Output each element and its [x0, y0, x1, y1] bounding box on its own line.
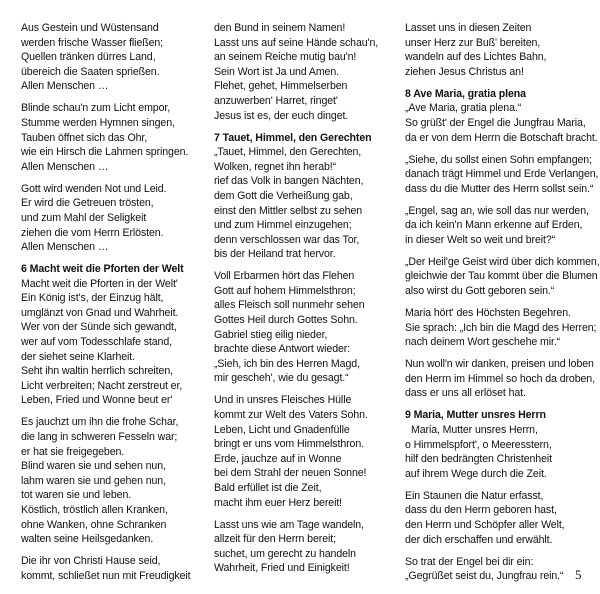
verse-line: hilf den bedrängten Christenheit [405, 453, 552, 466]
verse-line: Wolken, regnet ihn herab!“ [214, 160, 337, 173]
hymn-section [405, 87, 598, 145]
verse-block [21, 182, 211, 255]
verse-line: Allen Menschen … [21, 80, 109, 93]
verse-line: o Himmelspfort', o Meeresstern, [405, 438, 552, 451]
verse-line: nach deinem Wort geschehe mir.“ [405, 336, 561, 349]
verse-line: „Tauet, Himmel, den Gerechten, [214, 146, 362, 159]
verse-line: Wer von der Sünde sich gewandt, [21, 321, 177, 334]
verse-line: bei dem Strahl der neuen Sonne! [214, 467, 367, 480]
verse-line: Sein Wort ist Ja und Amen. [214, 65, 339, 78]
verse-line: bringt er uns vom Himmelsthron. [214, 438, 364, 451]
verse-line: Allen Menschen … [21, 160, 109, 173]
verse-line: Nun woll'n wir danken, preisen und loben [405, 358, 594, 371]
verse-line: anzuwerben' Harret, ringet' [214, 94, 338, 107]
verse-line: Licht verbreiten; Nacht zerstreut er, [21, 379, 183, 392]
hymn-heading: 6 Macht weit die Pforten der Welt [21, 263, 184, 276]
hymn-heading: 8 Ave Maria, gratia plena [405, 87, 526, 100]
verse-line: Jesus ist es, der euch dinget. [214, 109, 349, 122]
verse-block [405, 357, 595, 401]
verse-line: also wirst du Gott geboren sein.“ [405, 285, 555, 298]
verse-line: und zum Himmel einzugehen; [214, 219, 352, 232]
verse-line: wandeln auf des Lichtes Bahn, [405, 51, 547, 64]
text-column-3 [405, 21, 600, 591]
verse-line: „Ave Maria, gratia plena.“ [405, 102, 522, 115]
verse-line: Gott auf hohem Himmelsthron; [214, 284, 356, 297]
verse-line: den Bund in seinem Namen! [214, 22, 346, 34]
verse-line: Flehet, gehet, Himmelserben [214, 80, 348, 93]
verse-line: brachte diese Antwort wieder: [214, 343, 351, 356]
verse-line: alles Fleisch soll nunmehr sehen [214, 299, 365, 312]
verse-line: Erde, jauchze auf in Wonne [214, 452, 342, 465]
verse-line: an seinem Reiche mutig bau'n! [214, 51, 357, 64]
verse-line: suchet, um gerecht zu handeln [214, 547, 356, 560]
verse-block [405, 21, 585, 79]
text-column-1 [21, 21, 211, 591]
hymn-section [214, 131, 399, 262]
verse-line: wie ein Hirsch die Lahmen springen. [21, 146, 189, 159]
verse-line: Und in unsres Fleisches Hülle [214, 394, 352, 407]
verse-block [405, 255, 600, 299]
verse-line: danach trägt Himmel und Erde Verlangen, [405, 168, 599, 181]
verse-line: Lasset uns in diesen Zeiten [405, 22, 532, 34]
verse-line: Leben, Fried und Wonne beut er' [21, 394, 173, 407]
verse-line: lahm waren sie und gehen nun, [21, 474, 166, 487]
verse-block [21, 415, 211, 546]
verse-line: denn verschlossen war das Tor, [214, 233, 360, 246]
verse-block [214, 518, 399, 576]
verse-line: dass du den Herrn geboren hast, [405, 504, 557, 517]
verse-line: tot waren sie und leben. [21, 489, 132, 502]
verse-line: Blinde schau'n zum Licht empor, [21, 102, 171, 115]
verse-line: allzeit für den Herrn bereit; [214, 533, 336, 546]
verse-block [405, 153, 599, 197]
verse-line: Tauben öffnet sich das Ohr, [21, 131, 148, 144]
hymn-section [21, 262, 211, 408]
verse-line: Seht ihn waltin herrlich schreiten, [21, 365, 173, 378]
verse-line: So trat der Engel bei dir ein: [405, 555, 534, 568]
verse-line: Köstlich, tröstlich allen Kranken, [21, 503, 168, 516]
verse-line: mir gescheh', wie du gesagt.“ [214, 372, 349, 385]
verse-line: unser Herz zur Buß' bereiten, [405, 36, 541, 49]
verse-line: Maria, Mutter unsres Herrn, [411, 423, 538, 436]
verse-block [405, 204, 589, 248]
hymn-heading: 7 Tauet, Himmel, den Gerechten [214, 131, 372, 144]
verse-line: Gabriel stieg eilig nieder, [214, 328, 328, 341]
verse-line: Ein König ist's, der Einzug hält, [21, 292, 164, 305]
verse-block [21, 101, 211, 174]
verse-line: „Sieh, ich bin des Herren Magd, [214, 357, 360, 370]
verse-line: da er von dem Herrn die Botschaft bracht. [405, 131, 598, 144]
verse-line: den Herrn und Schöpfer aller Welt, [405, 518, 565, 531]
verse-line: walten seine Heilsgedanken. [21, 533, 154, 546]
verse-line: Allen Menschen … [21, 241, 109, 254]
verse-block [214, 21, 399, 123]
verse-line: So grüßt' der Engel die Jungfrau Maria, [405, 116, 586, 129]
text-column-2 [214, 21, 399, 583]
verse-block [21, 21, 211, 94]
verse-line: dem Gott die Verheißung gab, [214, 189, 353, 202]
verse-line: auf ihrem Wege durch die Zeit. [405, 467, 547, 480]
verse-block [214, 269, 399, 386]
verse-line: Bald erfüllet ist die Zeit, [214, 481, 322, 494]
verse-line: übereich die Saaten sprießen. [21, 65, 160, 78]
verse-line: Aus Gestein und Wüstensand [21, 22, 159, 34]
verse-line: er hat sie freigegeben. [21, 445, 125, 458]
verse-block [405, 489, 585, 547]
verse-line: Sie sprach: „Ich bin die Magd des Herren; [405, 321, 597, 334]
verse-line: ohne Wanken, ohne Schranken [21, 518, 167, 531]
verse-line: der dich erschaffen und erwählt. [405, 533, 553, 546]
verse-line: „Der Heil'ge Geist wird über dich kommen, [405, 255, 600, 268]
verse-line: Gottes Heil durch Gottes Sohn. [214, 314, 358, 327]
hymn-section [405, 408, 585, 481]
verse-line: Ein Staunen die Natur erfasst, [405, 489, 544, 502]
verse-line: Leben, Licht und Gnadenfülle [214, 423, 350, 436]
verse-line: Gott wird wenden Not und Leid. [21, 182, 167, 195]
verse-block [21, 554, 211, 583]
hymn-heading: 9 Maria, Mutter unsres Herrn [405, 409, 546, 422]
verse-line: der siehet seine Klarheit. [21, 350, 135, 363]
verse-line: bis der Heiland trat hervor. [214, 248, 336, 261]
verse-line: Er wird die Getreuen trösten, [21, 197, 154, 210]
verse-line: gleichwie der Tau kommt über die Blumen [405, 270, 598, 283]
verse-line: Wahrheit, Fried und Einigkeit! [214, 562, 350, 575]
verse-line: Lasst uns wie am Tage wandeln, [214, 518, 364, 531]
verse-line: dass er uns all erlöset hat. [405, 387, 526, 400]
verse-line: und zum Mahl der Seligkeit [21, 211, 147, 224]
verse-line: „Siehe, du sollst einen Sohn empfangen; [405, 153, 592, 166]
verse-line: ziehen die vom Herrn Erlösten. [21, 226, 164, 239]
verse-line: einst den Mittler selbst zu sehen [214, 204, 363, 217]
verse-line: kommt, schließet nun mit Freudigkeit [21, 569, 191, 582]
verse-line: dass du die Mutter des Herrn sollst sein.“ [405, 182, 594, 195]
verse-line: Maria hört' des Höchsten Begehren. [405, 307, 571, 320]
verse-line: wer auf vom Todesschlafe stand, [21, 336, 172, 349]
verse-line: Blind waren sie und sehen nun, [21, 460, 166, 473]
verse-line: kommt zur Welt des Vaters Sohn. [214, 409, 368, 422]
verse-block [405, 306, 597, 350]
verse-line: werden frische Wasser fließen; [21, 36, 164, 49]
verse-line: Quellen tränken dürres Land, [21, 51, 156, 64]
verse-line: rief das Volk in bangen Nächten, [214, 175, 364, 188]
verse-line: da ich kein'n Mann erkenne auf Erden, [405, 219, 583, 232]
verse-line: Macht weit die Pforten in der Welt' [21, 277, 178, 290]
verse-line: die lang in schweren Fesseln war; [21, 431, 178, 443]
verse-line: Die ihr von Christi Hause seid, [21, 555, 161, 568]
verse-line: „Engel, sag an, wie soll das nur werden, [405, 204, 589, 217]
verse-line: macht ihm euer Herz bereit! [214, 496, 343, 509]
verse-block [214, 393, 399, 510]
verse-line: Es jauchzt um ihn die frohe Schar, [21, 416, 179, 429]
verse-block [405, 555, 585, 584]
verse-line: den Herrn im Himmel so hoch da droben, [405, 372, 595, 385]
verse-line: Lasst uns auf seine Hände schau'n, [214, 36, 379, 49]
verse-line: „Gegrüßet seist du, Jungfrau rein.“ [405, 570, 564, 583]
verse-line: ziehen Jesus Christus an! [405, 65, 524, 78]
verse-line: Stumme werden Hymnen singen, [21, 116, 175, 129]
verse-line: umglänzt von Gnad und Wahrheit. [21, 306, 179, 319]
verse-line: in dieser Welt so weit und breit?“ [405, 233, 556, 246]
verse-line: Voll Erbarmen hört das Flehen [214, 270, 355, 283]
page-number: 5 [575, 567, 582, 582]
